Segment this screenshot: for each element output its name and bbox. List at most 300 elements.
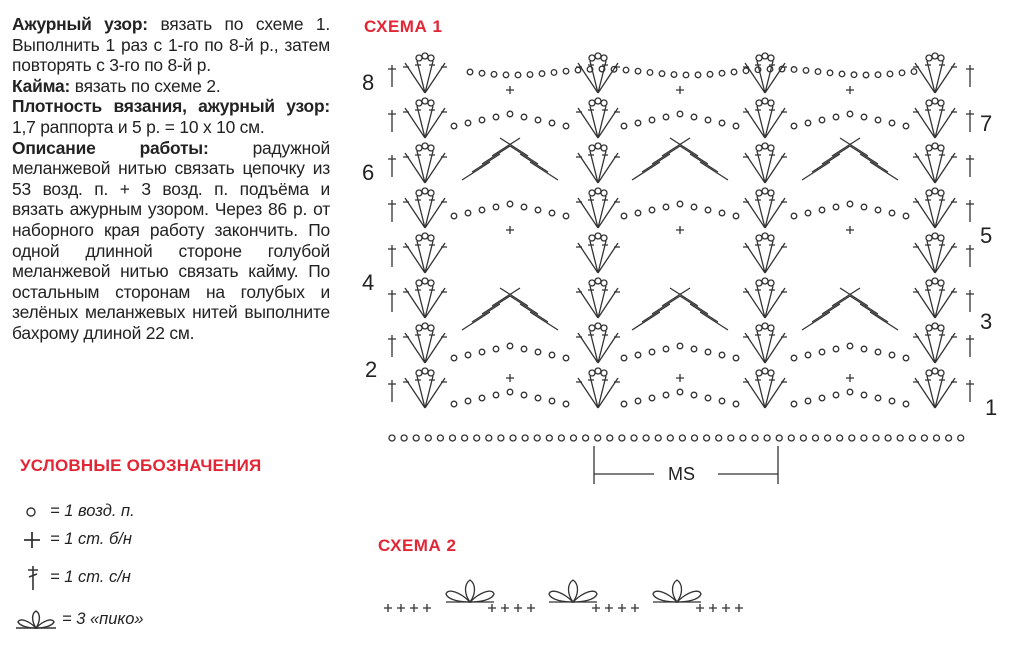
chain-stitch xyxy=(607,435,613,441)
chain-stitch xyxy=(791,67,797,73)
chain-stitch xyxy=(515,72,521,78)
fan-shell-tops xyxy=(743,155,787,157)
chain-stitch xyxy=(958,435,964,441)
fan-shell xyxy=(405,241,445,273)
chain-stitch xyxy=(546,435,552,441)
chain-stitch xyxy=(493,114,499,120)
chain-stitch xyxy=(733,123,739,129)
fan-shell xyxy=(578,286,618,318)
chain-stitch xyxy=(595,233,601,239)
chain-stitch xyxy=(422,278,428,284)
fan-shell xyxy=(745,61,785,93)
chain-stitch xyxy=(899,70,905,76)
fan-shell xyxy=(745,331,785,363)
chain-stitch xyxy=(926,145,932,151)
chain-stitch xyxy=(659,71,665,77)
scheme2-diagram xyxy=(384,580,743,612)
chain-stitch xyxy=(479,70,485,76)
chain-stitch xyxy=(589,325,595,331)
chain-stitch xyxy=(743,68,749,74)
chain-stitch xyxy=(583,435,589,441)
chain-stitch xyxy=(932,323,938,329)
fan-shell xyxy=(915,106,955,138)
chain-stitch xyxy=(762,323,768,329)
fan-shell-tops xyxy=(576,110,620,112)
fan-shell-tops xyxy=(913,245,957,247)
chain-stitch xyxy=(875,117,881,123)
chain-stitch xyxy=(416,190,422,196)
chain-stitch xyxy=(861,114,867,120)
chain-stitch xyxy=(847,201,853,207)
chain-stitch xyxy=(716,435,722,441)
chain-stitch xyxy=(589,145,595,151)
diagonal-double-crochet xyxy=(520,304,548,322)
chain-stitch xyxy=(619,435,625,441)
chain-stitch xyxy=(755,67,761,73)
fan-shell-tops xyxy=(913,110,957,112)
chain-stitch xyxy=(833,346,839,352)
chain-stitch xyxy=(479,207,485,213)
chain-stitch xyxy=(946,435,952,441)
chain-stitch xyxy=(803,68,809,74)
chain-stitch xyxy=(705,395,711,401)
chain-stitch xyxy=(549,398,555,404)
chain-stitch xyxy=(503,72,509,78)
chain-stitch xyxy=(762,278,768,284)
diagonal-double-crochet xyxy=(670,138,698,156)
row-number-4: 4 xyxy=(362,270,375,295)
single-crochet xyxy=(846,86,854,94)
chain-stitch xyxy=(861,204,867,210)
chain-stitch xyxy=(819,395,825,401)
chain-stitch xyxy=(589,190,595,196)
diagonal-double-crochet xyxy=(662,138,690,156)
fan-shell xyxy=(915,196,955,228)
chain-stitch xyxy=(756,190,762,196)
chain-stitch xyxy=(733,401,739,407)
chain-stitch xyxy=(819,349,825,355)
fan-shell-tops xyxy=(403,290,447,292)
chain-stitch xyxy=(451,213,457,219)
fan-shell xyxy=(745,286,785,318)
chain-stitch xyxy=(926,55,932,61)
chain-stitch xyxy=(451,355,457,361)
diagonal-double-crochet xyxy=(510,146,538,164)
chain-stitch xyxy=(762,143,768,149)
fan-shell xyxy=(745,376,785,408)
single-crochet xyxy=(506,86,514,94)
chain-stitch xyxy=(921,435,927,441)
chain-stitch xyxy=(932,53,938,59)
chain-stitch xyxy=(691,346,697,352)
chain-stitch xyxy=(863,72,869,78)
fan-shell xyxy=(915,151,955,183)
chain-stitch xyxy=(493,392,499,398)
single-crochet xyxy=(846,226,854,234)
chain-stitch xyxy=(932,98,938,104)
fan-shell xyxy=(405,196,445,228)
scheme1-title: СХЕМА 1 xyxy=(364,17,443,36)
chain-stitch xyxy=(521,204,527,210)
chain-stitch xyxy=(649,207,655,213)
chain-stitch xyxy=(938,370,944,376)
chain-stitch xyxy=(833,204,839,210)
chain-stitch xyxy=(601,145,607,151)
chain-stitch xyxy=(486,435,492,441)
chain-stitch xyxy=(631,435,637,441)
chain-stitch xyxy=(558,435,564,441)
chain-stitch xyxy=(762,53,768,59)
chain-stitch xyxy=(422,98,428,104)
border-text: вязать по схеме 2. xyxy=(70,75,221,96)
chain-stitch xyxy=(705,117,711,123)
chain-stitch xyxy=(719,210,725,216)
chain-stitch xyxy=(437,435,443,441)
border-single-crochet xyxy=(592,604,600,612)
fan-shell xyxy=(578,196,618,228)
edge-double-crochet xyxy=(388,155,396,177)
chain-stitch xyxy=(875,207,881,213)
chain-stitch xyxy=(422,143,428,149)
chain-stitch xyxy=(549,352,555,358)
chain-stitch xyxy=(507,201,513,207)
chain-stitch xyxy=(389,435,395,441)
chain-stitch xyxy=(768,325,774,331)
chain-stitch xyxy=(938,145,944,151)
chain-stitch xyxy=(875,395,881,401)
chain-stitch xyxy=(909,435,915,441)
fan-shell xyxy=(405,61,445,93)
chain-stitch xyxy=(768,370,774,376)
chain-stitch xyxy=(589,235,595,241)
edge-double-crochet xyxy=(966,110,974,132)
fan-shell xyxy=(915,61,955,93)
chain-stitch xyxy=(926,100,932,106)
chain-stitch xyxy=(563,123,569,129)
single-crochet xyxy=(506,374,514,382)
chain-stitch xyxy=(401,435,407,441)
chain-stitch xyxy=(467,69,473,75)
chain-stitch xyxy=(635,68,641,74)
diagonal-double-crochet xyxy=(492,288,520,306)
pattern-text: вязать по схеме 1. Выполнить 1 раз с 1-го по 8-й р., затем повторять с 3-го по 8-й р. xyxy=(12,14,330,76)
chain-stitch xyxy=(474,435,480,441)
chain-stitch xyxy=(926,190,932,196)
legend-label-single-crochet: = 1 ст. б/н xyxy=(50,529,132,548)
fan-shell xyxy=(578,376,618,408)
diagonal-double-crochet xyxy=(700,162,728,180)
chain-stitch xyxy=(733,355,739,361)
chain-stitch xyxy=(663,392,669,398)
fan-shell-tops xyxy=(913,65,957,67)
fan-shell xyxy=(405,376,445,408)
chain-stitch xyxy=(422,188,428,194)
chain-stitch xyxy=(462,435,468,441)
chain-stitch xyxy=(677,343,683,349)
chain-stitch xyxy=(621,213,627,219)
border-single-crochet xyxy=(501,604,509,612)
chain-stitch xyxy=(851,72,857,78)
chain-stitch xyxy=(479,349,485,355)
chain-stitch xyxy=(938,100,944,106)
chain-stitch xyxy=(635,398,641,404)
chain-stitch xyxy=(479,395,485,401)
chain-stitch xyxy=(740,435,746,441)
chain-stitch xyxy=(621,355,627,361)
chain-stitch xyxy=(422,323,428,329)
chain-stitch xyxy=(926,370,932,376)
chain-stitch xyxy=(450,435,456,441)
chain-stitch xyxy=(926,280,932,286)
chain-stitch xyxy=(595,53,601,59)
fan-shell-tops xyxy=(403,155,447,157)
chain-stitch xyxy=(601,280,607,286)
chain-stitch xyxy=(837,435,843,441)
chain-stitch xyxy=(671,72,677,78)
chain-stitch xyxy=(635,120,641,126)
chain-stitch xyxy=(791,213,797,219)
chain-stitch xyxy=(595,323,601,329)
chain-stitch xyxy=(655,435,661,441)
chain-stitch xyxy=(649,395,655,401)
chain-stitch xyxy=(704,435,710,441)
chain-stitch xyxy=(813,435,819,441)
chain-stitch xyxy=(667,435,673,441)
chain-stitch xyxy=(805,398,811,404)
border-single-crochet xyxy=(696,604,704,612)
chain-stitch xyxy=(507,389,513,395)
chain-stitch xyxy=(938,190,944,196)
fan-shell xyxy=(915,331,955,363)
fan-shell-tops xyxy=(576,200,620,202)
chain-stitch xyxy=(465,398,471,404)
chain-stitch xyxy=(762,98,768,104)
chain-stitch xyxy=(875,349,881,355)
border-single-crochet xyxy=(722,604,730,612)
chain-stitch xyxy=(752,435,758,441)
chain-stitch xyxy=(677,111,683,117)
chain-stitch xyxy=(692,435,698,441)
chain-stitch xyxy=(535,207,541,213)
chain-stitch xyxy=(719,70,725,76)
chain-stitch xyxy=(903,401,909,407)
fan-shell-tops xyxy=(576,335,620,337)
chain-stitch xyxy=(465,352,471,358)
chain-stitch xyxy=(595,98,601,104)
fan-shell-tops xyxy=(576,380,620,382)
single-crochet xyxy=(676,86,684,94)
fan-shell xyxy=(915,376,955,408)
single-crochet xyxy=(846,374,854,382)
pattern-heading: Ажурный узор: xyxy=(12,14,148,34)
diagonal-double-crochet xyxy=(870,162,898,180)
chain-stitch xyxy=(847,111,853,117)
chain-stitch xyxy=(589,280,595,286)
fan-shell xyxy=(578,106,618,138)
chain-stitch xyxy=(825,435,831,441)
diagonal-double-crochet xyxy=(530,162,558,180)
chain-stitch xyxy=(938,235,944,241)
chain-stitch xyxy=(889,120,895,126)
chain-stitch xyxy=(549,120,555,126)
chain-stitch xyxy=(932,233,938,239)
chain-stitch xyxy=(563,401,569,407)
edge-double-crochet xyxy=(388,110,396,132)
diagonal-double-crochet xyxy=(690,154,718,172)
chain-stitch xyxy=(677,201,683,207)
chain-stitch xyxy=(719,352,725,358)
chain-stitch xyxy=(756,235,762,241)
chain-stitch xyxy=(535,395,541,401)
chain-stitch xyxy=(764,435,770,441)
chain-stitch xyxy=(903,213,909,219)
chain-stitch xyxy=(677,389,683,395)
chain-stitch xyxy=(756,325,762,331)
chain-stitch xyxy=(776,435,782,441)
chain-stitch xyxy=(621,401,627,407)
fan-shell-tops xyxy=(403,65,447,67)
chain-stitch xyxy=(768,280,774,286)
chain-stitch xyxy=(663,204,669,210)
chain-stitch xyxy=(451,123,457,129)
chain-stitch xyxy=(847,343,853,349)
chain-stitch xyxy=(707,71,713,77)
chain-stitch xyxy=(575,67,581,73)
diagonal-double-crochet xyxy=(822,146,850,164)
chain-stitch xyxy=(416,280,422,286)
fan-shell-tops xyxy=(403,110,447,112)
chain-stitch xyxy=(571,435,577,441)
diagonal-double-crochet xyxy=(700,312,728,330)
border-heading: Кайма: xyxy=(12,75,71,96)
chain-stitch xyxy=(932,188,938,194)
chain-stitch xyxy=(903,355,909,361)
chain-stitch xyxy=(428,190,434,196)
single-crochet xyxy=(506,226,514,234)
diagonal-double-crochet xyxy=(652,146,680,164)
fan-shell-tops xyxy=(913,155,957,157)
fan-shell xyxy=(405,106,445,138)
fan-shell-tops xyxy=(913,290,957,292)
chain-stitch xyxy=(756,145,762,151)
border-single-crochet xyxy=(605,604,613,612)
diagonal-double-crochet xyxy=(462,162,490,180)
chain-stitch xyxy=(663,346,669,352)
fan-shell xyxy=(405,331,445,363)
chain-stitch xyxy=(762,368,768,374)
chain-stitch xyxy=(589,100,595,106)
chain-stitch xyxy=(815,69,821,75)
chain-stitch xyxy=(465,210,471,216)
chain-stitch xyxy=(498,435,504,441)
diagonal-double-crochet xyxy=(690,304,718,322)
chain-stitch xyxy=(861,392,867,398)
border-single-crochet xyxy=(488,604,496,612)
chain-stitch xyxy=(889,352,895,358)
diagonal-double-crochet xyxy=(802,162,830,180)
chain-stitch xyxy=(885,435,891,441)
chain-stitch xyxy=(887,71,893,77)
chain-stitch xyxy=(416,235,422,241)
row-number-2: 2 xyxy=(365,357,378,382)
chain-stitch xyxy=(805,352,811,358)
chain-stitch xyxy=(491,71,497,77)
fan-shell-tops xyxy=(403,200,447,202)
diagonal-double-crochet xyxy=(680,296,708,314)
chain-stitch xyxy=(510,435,516,441)
chain-stitch xyxy=(595,188,601,194)
chain-stitch xyxy=(507,111,513,117)
border-single-crochet xyxy=(410,604,418,612)
chain-stitch xyxy=(827,70,833,76)
border-single-crochet xyxy=(514,604,522,612)
chain-stitch xyxy=(539,71,545,77)
chain-stitch xyxy=(756,370,762,376)
chain-stitch xyxy=(563,68,569,74)
chain-stitch xyxy=(416,100,422,106)
fan-shell xyxy=(578,241,618,273)
chain-stitch xyxy=(839,71,845,77)
chain-stitch xyxy=(601,370,607,376)
diagonal-double-crochet xyxy=(840,138,868,156)
chain-stitch xyxy=(601,100,607,106)
chain-stitch xyxy=(535,349,541,355)
chain-stitch xyxy=(705,207,711,213)
single-crochet xyxy=(676,374,684,382)
chain-stitch xyxy=(889,210,895,216)
fan-shell xyxy=(745,151,785,183)
chain-stitch xyxy=(663,114,669,120)
chain-stitch xyxy=(861,346,867,352)
chain-stitch xyxy=(507,343,513,349)
legend-title: УСЛОВНЫЕ ОБОЗНАЧЕНИЯ xyxy=(20,456,262,475)
chain-stitch xyxy=(679,435,685,441)
fan-shell-tops xyxy=(403,335,447,337)
chain-stitch xyxy=(549,210,555,216)
chain-stitch xyxy=(416,370,422,376)
chain-stitch xyxy=(762,188,768,194)
chain-stitch xyxy=(649,117,655,123)
chain-stitch xyxy=(926,235,932,241)
work-description-text: радужной меланжевой нитью связать цепочку из 53 возд. п. + 3 возд. п. подъёма и вязать ажурным узором. Через 86 р. от наборного края работу закончить. По одной длинной стороне голубой меланжевой нитью связать кайму. По остальным сторонам на голубых и зелёных меланжевых нитей выполните бахрому длиной 22 см. xyxy=(12,137,330,343)
diagonal-double-crochet xyxy=(462,312,490,330)
chain-stitch xyxy=(595,278,601,284)
chain-stitch xyxy=(589,55,595,61)
diagonal-double-crochet xyxy=(500,288,528,306)
chain-stitch xyxy=(416,325,422,331)
chain-stitch xyxy=(428,325,434,331)
row-number-7: 7 xyxy=(980,111,993,136)
chain-stitch xyxy=(791,123,797,129)
diagonal-double-crochet xyxy=(860,304,888,322)
diagonal-double-crochet xyxy=(482,296,510,314)
chain-stitch xyxy=(719,120,725,126)
single-crochet xyxy=(676,226,684,234)
chain-stitch xyxy=(847,389,853,395)
edge-double-crochet xyxy=(966,290,974,312)
chain-stitch xyxy=(932,368,938,374)
fan-shell xyxy=(915,241,955,273)
chain-stitch xyxy=(800,435,806,441)
border-single-crochet xyxy=(384,604,392,612)
edge-double-crochet xyxy=(388,290,396,312)
chain-stitch xyxy=(695,72,701,78)
chain-stitch xyxy=(938,325,944,331)
diagonal-double-crochet xyxy=(832,138,860,156)
chain-stitch xyxy=(601,55,607,61)
chain-stitch xyxy=(875,72,881,78)
fan-shell-tops xyxy=(913,335,957,337)
